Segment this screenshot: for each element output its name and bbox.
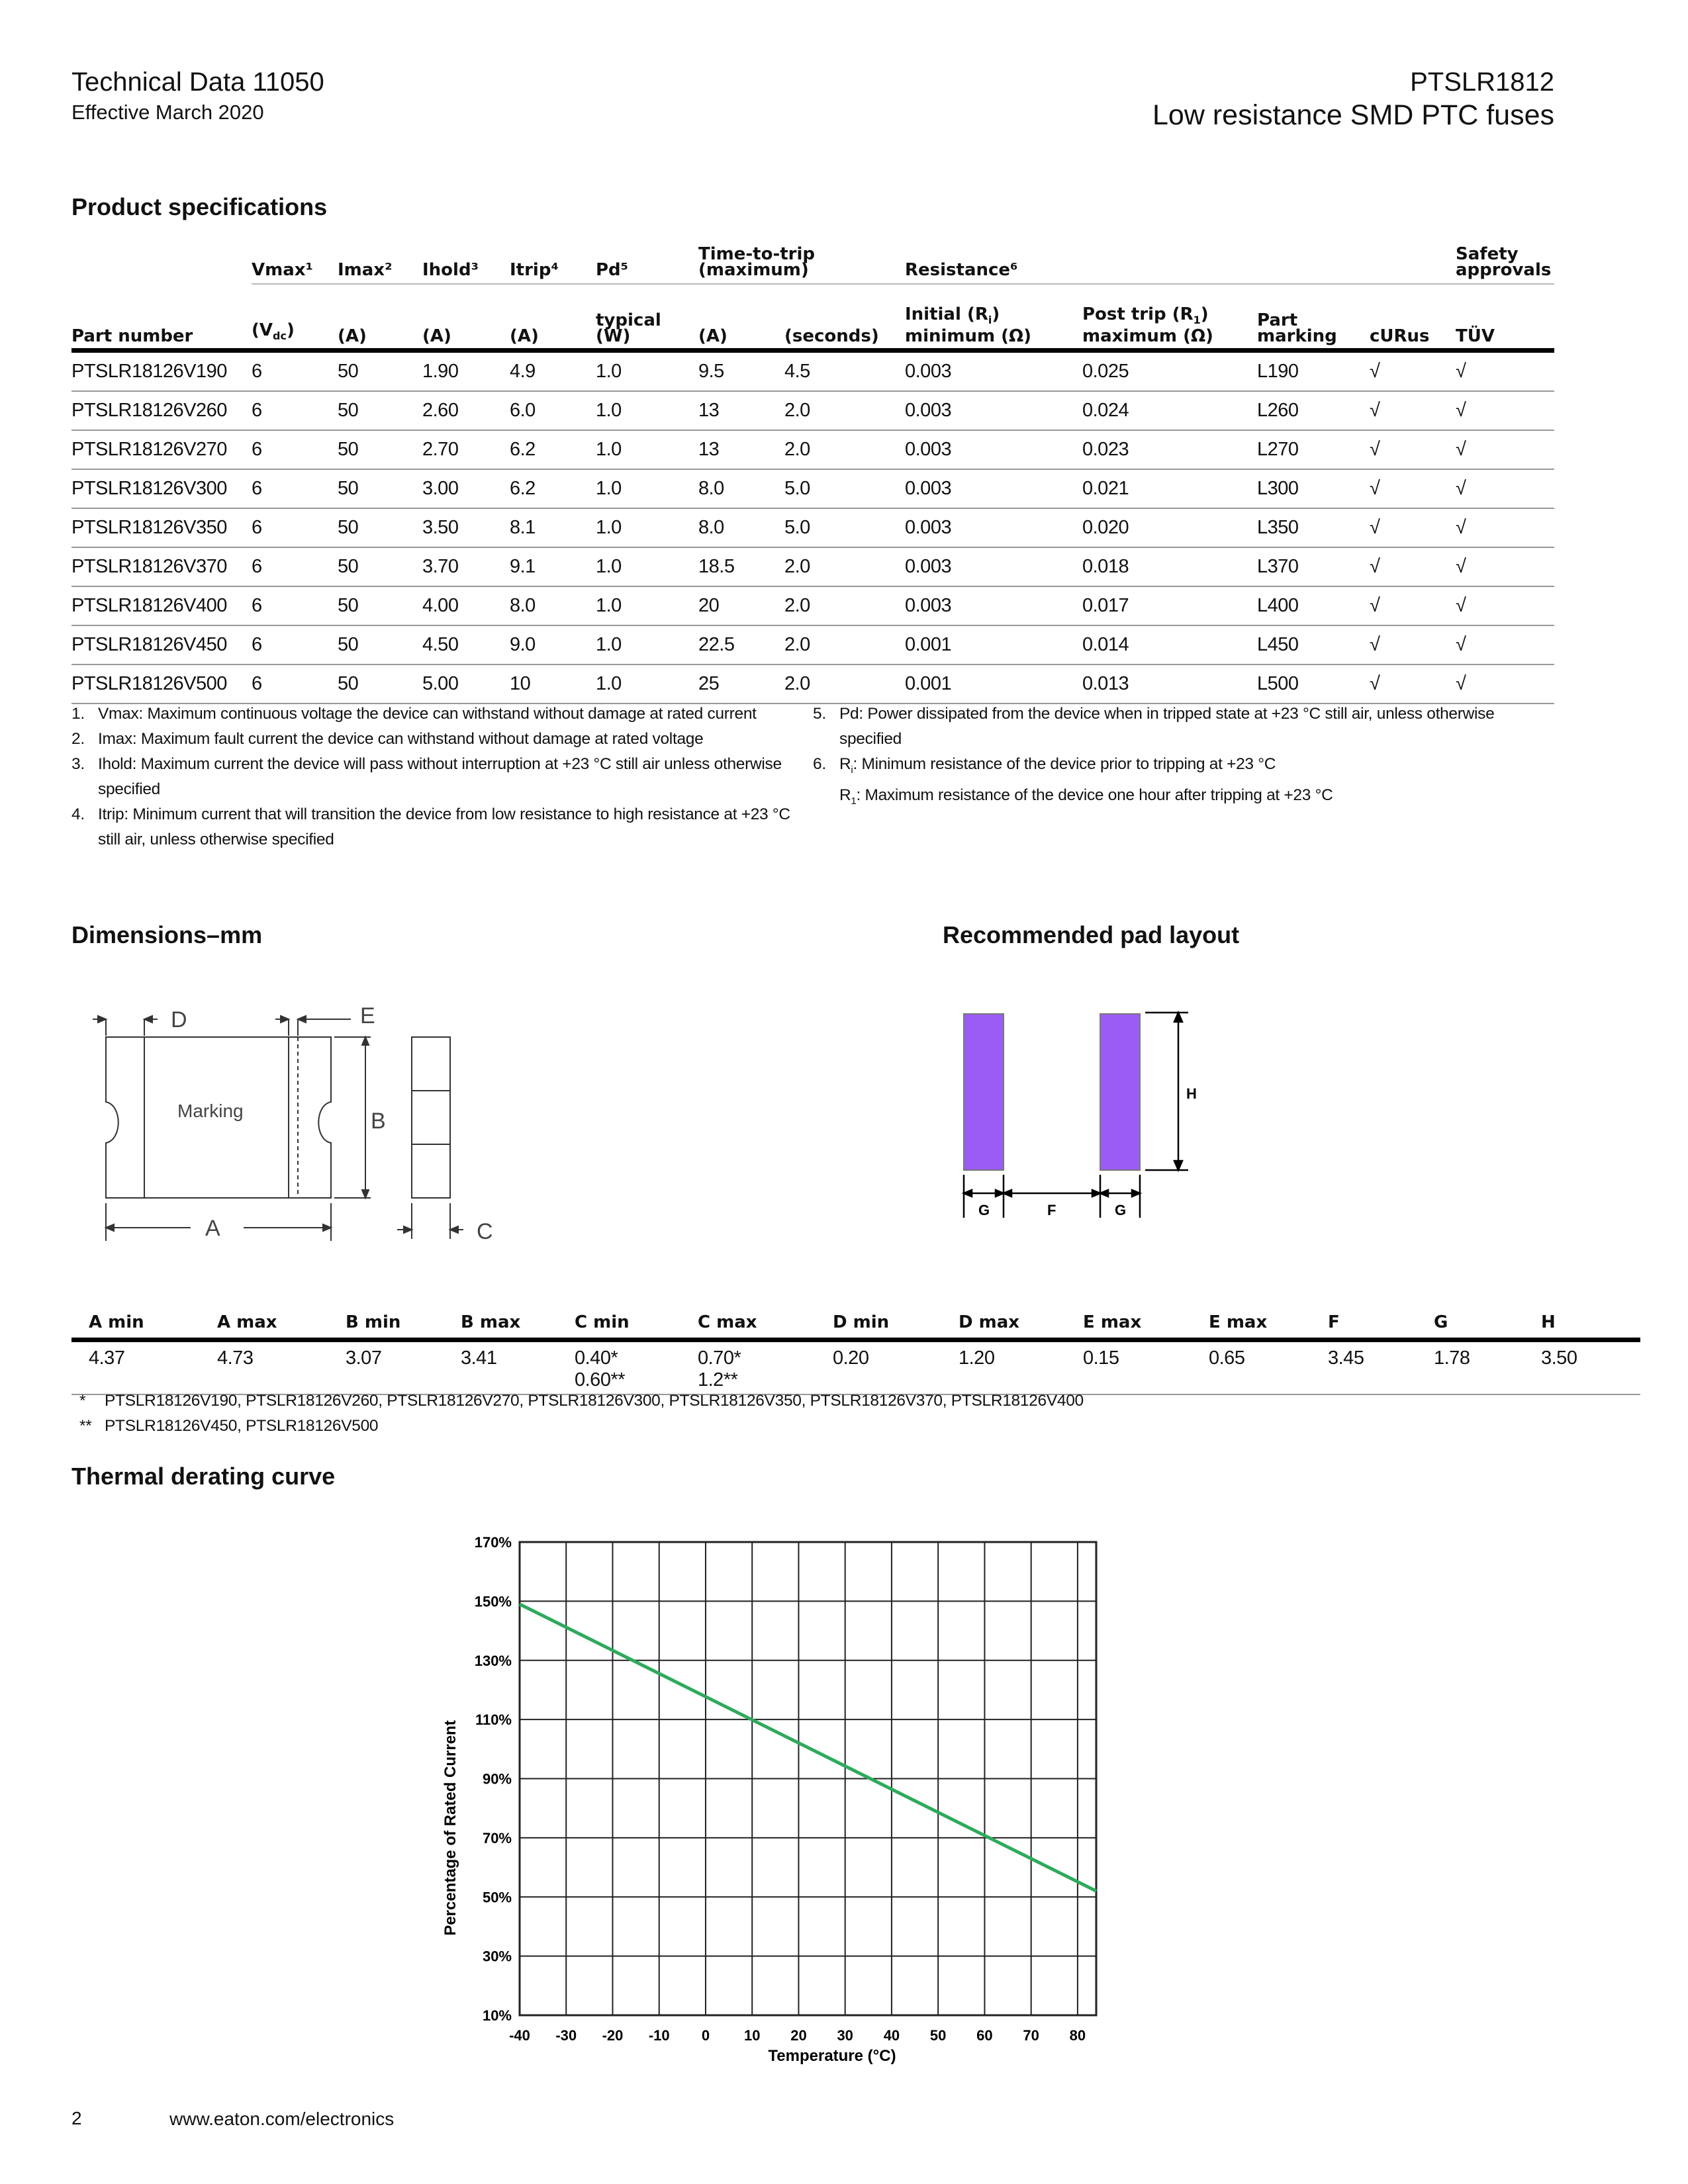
spec-cell: 50 xyxy=(338,547,422,586)
spec-cell: 0.014 xyxy=(1082,625,1257,664)
spec-cell: 13 xyxy=(698,391,784,430)
spec-cell: 1.0 xyxy=(596,469,698,508)
dim-header: E max xyxy=(1192,1300,1311,1340)
dim-label-c: C xyxy=(477,1219,493,1244)
hdr-ttt-a: (A) xyxy=(698,284,784,351)
spec-cell: L450 xyxy=(1257,625,1370,664)
note-5: 5. Pd: Power dissipated from the device when in tripped state at +23 °C still air, unless otherwise specified xyxy=(813,705,1495,748)
spec-cell: √ xyxy=(1456,547,1554,586)
spec-cell: L300 xyxy=(1257,469,1370,508)
spec-cell: √ xyxy=(1370,547,1456,586)
spec-row xyxy=(71,430,1554,469)
spec-notes-right xyxy=(813,702,1554,814)
y-tick-label: 110% xyxy=(475,1711,512,1729)
y-tick-label: 90% xyxy=(482,1770,512,1788)
thermal-derating-chart xyxy=(430,1522,1125,2078)
spec-cell: 2.70 xyxy=(422,430,510,469)
note-3: 3. Ihold: Maximum current the device will pass without interruption at +23 °C still air unless otherwise specified xyxy=(71,755,782,798)
spec-cell: 4.9 xyxy=(510,351,596,392)
dim-value: 4.37 xyxy=(71,1340,200,1395)
spec-cell: L270 xyxy=(1257,430,1370,469)
spec-cell: 0.023 xyxy=(1082,430,1257,469)
spec-cell: 25 xyxy=(698,664,784,704)
hdr-res-initial: Initial $(R_i)$ minimum (Ω) xyxy=(905,284,1082,351)
spec-cell: 4.5 xyxy=(784,351,905,392)
spec-cell: √ xyxy=(1456,508,1554,547)
spec-cell: 50 xyxy=(338,391,422,430)
spec-group-header-row xyxy=(71,232,1554,284)
spec-cell: 1.0 xyxy=(596,430,698,469)
hdr-safety-approvals: Safety approvals xyxy=(1456,232,1554,284)
dim-value: 0.15 xyxy=(1066,1340,1192,1395)
spec-cell: √ xyxy=(1370,469,1456,508)
part-number-cell: PTSLR18126V400 xyxy=(71,586,252,625)
x-tick-label: 40 xyxy=(883,2027,900,2044)
spec-cell: 0.003 xyxy=(905,586,1082,625)
spec-cell: 8.0 xyxy=(698,508,784,547)
spec-notes-left xyxy=(71,702,793,852)
dim-value: 0.65 xyxy=(1192,1340,1311,1395)
hdr-itrip-unit: (A) xyxy=(510,284,596,351)
spec-cell: 10 xyxy=(510,664,596,704)
spec-cell: 6.2 xyxy=(510,469,596,508)
dim-header: D max xyxy=(941,1300,1066,1340)
doc-title: Technical Data 11050 xyxy=(71,68,324,97)
x-tick-label: -40 xyxy=(509,2027,530,2044)
spec-cell: 1.0 xyxy=(596,586,698,625)
spec-cell: 2.60 xyxy=(422,391,510,430)
y-tick-label: 130% xyxy=(474,1652,512,1669)
spec-cell: 2.0 xyxy=(784,547,905,586)
spec-cell: 3.00 xyxy=(422,469,510,508)
part-number-cell: PTSLR18126V500 xyxy=(71,664,252,704)
hdr-pd: Pd⁵ xyxy=(596,232,698,284)
dim-header: C min xyxy=(557,1300,680,1340)
dim-header: E max xyxy=(1066,1300,1192,1340)
spec-row xyxy=(71,351,1554,392)
dimensions-table xyxy=(71,1300,1640,1395)
chart-xlabel: Temperature (°C) xyxy=(768,2047,896,2065)
spec-cell: 13 xyxy=(698,430,784,469)
spec-cell: 50 xyxy=(338,351,422,392)
spec-cell: 1.0 xyxy=(596,508,698,547)
hdr-ihold: Ihold³ xyxy=(422,232,510,284)
x-tick-label: 60 xyxy=(976,2027,993,2044)
spec-cell: 6 xyxy=(252,469,338,508)
specs-title: Product specifications xyxy=(71,193,328,220)
spec-cell: √ xyxy=(1456,664,1554,704)
spec-cell: 3.70 xyxy=(422,547,510,586)
pad-right xyxy=(1100,1014,1140,1170)
spec-cell: √ xyxy=(1456,351,1554,392)
dim-value: 3.45 xyxy=(1311,1340,1417,1395)
spec-cell: 1.0 xyxy=(596,547,698,586)
spec-cell: 5.0 xyxy=(784,508,905,547)
spec-cell: 2.0 xyxy=(784,391,905,430)
spec-cell: 0.001 xyxy=(905,625,1082,664)
dim-label-a: A xyxy=(205,1216,220,1241)
spec-cell: 0.024 xyxy=(1082,391,1257,430)
hdr-imax-unit: (A) xyxy=(338,284,422,351)
x-tick-label: 50 xyxy=(929,2027,947,2044)
spec-cell: 2.0 xyxy=(784,430,905,469)
spec-cell: √ xyxy=(1370,625,1456,664)
spec-cell: 0.003 xyxy=(905,469,1082,508)
spec-cell: 6 xyxy=(252,430,338,469)
spec-cell: 5.0 xyxy=(784,469,905,508)
spec-cell: √ xyxy=(1370,391,1456,430)
spec-cell: 8.1 xyxy=(510,508,596,547)
dim-footnote: * PTSLR18126V190, PTSLR18126V260, PTSLR18126V270, PTSLR18126V300, PTSLR18126V350, PTSLR18126V370, PTSLR18126V400 xyxy=(79,1392,1084,1410)
dim-value: 0.70* 1.2** xyxy=(680,1340,816,1395)
hdr-imax: Imax² xyxy=(338,232,422,284)
dim-value: 4.73 xyxy=(200,1340,328,1395)
spec-cell: 0.017 xyxy=(1082,586,1257,625)
spec-cell: 2.0 xyxy=(784,586,905,625)
y-tick-label: 50% xyxy=(482,1889,512,1906)
spec-row xyxy=(71,391,1554,430)
spec-cell: √ xyxy=(1370,508,1456,547)
y-tick-label: 30% xyxy=(482,1948,512,1965)
spec-cell: 0.018 xyxy=(1082,547,1257,586)
x-tick-label: 30 xyxy=(837,2027,853,2044)
dim-label-marking: Marking xyxy=(177,1101,244,1121)
spec-cell: 5.00 xyxy=(422,664,510,704)
spec-cell: 1.0 xyxy=(596,664,698,704)
spec-cell: L370 xyxy=(1257,547,1370,586)
dim-value: 1.78 xyxy=(1417,1340,1524,1395)
spec-cell: 0.003 xyxy=(905,351,1082,392)
spec-cell: 2.0 xyxy=(784,625,905,664)
spec-cell: √ xyxy=(1456,586,1554,625)
spec-cell: 0.025 xyxy=(1082,351,1257,392)
x-tick-label: 80 xyxy=(1069,2027,1086,2044)
spec-cell: L190 xyxy=(1257,351,1370,392)
spec-cell: 50 xyxy=(338,469,422,508)
spec-cell: 6 xyxy=(252,625,338,664)
hdr-tuv: TÜV xyxy=(1456,284,1554,351)
spec-row xyxy=(71,586,1554,625)
pad-layout-title: Recommended pad layout xyxy=(943,921,1240,948)
dim-label-b: B xyxy=(371,1109,386,1134)
spec-cell: 0.001 xyxy=(905,664,1082,704)
hdr-part-marking: Part marking xyxy=(1257,284,1370,351)
spec-cell: 8.0 xyxy=(698,469,784,508)
part-number-cell: PTSLR18126V350 xyxy=(71,508,252,547)
dim-value: 1.20 xyxy=(941,1340,1066,1395)
pad-label-f: F xyxy=(1047,1202,1056,1218)
x-tick-label: 10 xyxy=(743,2027,761,2044)
spec-cell: 9.1 xyxy=(510,547,596,586)
doc-number: 11050 xyxy=(252,68,324,97)
spec-cell: 1.90 xyxy=(422,351,510,392)
spec-cell: √ xyxy=(1456,469,1554,508)
hdr-pd-unit: typical (W) xyxy=(596,284,698,351)
chip-side-view xyxy=(412,1037,450,1198)
spec-cell: 0.021 xyxy=(1082,469,1257,508)
note-6: 6. $R_i$: Minimum resistance of the device prior to tripping at +23 °C $R_1$: Maximum resistance of the device one hour after tripping at +23 °C xyxy=(813,755,1333,807)
product-name: PTSLR1812 xyxy=(1410,68,1554,97)
pad-label-h: H xyxy=(1186,1085,1197,1102)
spec-row xyxy=(71,547,1554,586)
spec-cell: 9.5 xyxy=(698,351,784,392)
part-number-cell: PTSLR18126V260 xyxy=(71,391,252,430)
dimension-footnotes xyxy=(79,1388,1084,1439)
spec-cell: L260 xyxy=(1257,391,1370,430)
dim-header: A min xyxy=(71,1300,200,1340)
y-tick-label: 170% xyxy=(474,1534,512,1551)
hdr-resistance: Resistance⁶ xyxy=(905,232,1456,284)
spec-cell: L400 xyxy=(1257,586,1370,625)
spec-cell: 6.0 xyxy=(510,391,596,430)
dim-value: 0.40* 0.60** xyxy=(557,1340,680,1395)
product-subtitle: Low resistance SMD PTC fuses xyxy=(1152,99,1554,131)
dim-header: B min xyxy=(328,1300,444,1340)
dim-header: B max xyxy=(444,1300,557,1340)
spec-cell: 18.5 xyxy=(698,547,784,586)
spec-row xyxy=(71,664,1554,704)
spec-cell: 6 xyxy=(252,547,338,586)
spec-row xyxy=(71,469,1554,508)
dim-value: 3.50 xyxy=(1524,1340,1640,1395)
dim-label-e: E xyxy=(360,1003,375,1028)
x-tick-label: 0 xyxy=(701,2027,710,2044)
spec-cell: 0.003 xyxy=(905,508,1082,547)
spec-cell: L500 xyxy=(1257,664,1370,704)
dim-value: 3.41 xyxy=(444,1340,557,1395)
y-tick-label: 70% xyxy=(482,1829,512,1846)
spec-row xyxy=(71,625,1554,664)
dim-header: G xyxy=(1417,1300,1524,1340)
spec-cell: L350 xyxy=(1257,508,1370,547)
dim-label-d: D xyxy=(171,1007,187,1032)
dim-header: H xyxy=(1524,1300,1640,1340)
spec-cell: √ xyxy=(1456,625,1554,664)
pad-label-g-left: G xyxy=(978,1202,990,1218)
spec-cell: 1.0 xyxy=(596,351,698,392)
spec-cell: √ xyxy=(1370,586,1456,625)
x-tick-label: 20 xyxy=(790,2027,807,2044)
pad-label-g-right: G xyxy=(1115,1202,1127,1218)
hdr-res-post-trip: Post trip $(R_1)$ maximum (Ω) xyxy=(1082,284,1257,351)
spec-cell: 50 xyxy=(338,508,422,547)
part-number-cell: PTSLR18126V300 xyxy=(71,469,252,508)
spec-cell: 50 xyxy=(338,664,422,704)
hdr-curus: cURus xyxy=(1370,284,1456,351)
hdr-time-to-trip: Time-to-trip (maximum) xyxy=(698,232,905,284)
hdr-itrip: Itrip⁴ xyxy=(510,232,596,284)
pad-layout-drawing xyxy=(947,993,1225,1238)
page-number: 2 xyxy=(71,2108,82,2128)
spec-cell: 4.50 xyxy=(422,625,510,664)
spec-cell: 50 xyxy=(338,625,422,664)
spec-cell: 6.2 xyxy=(510,430,596,469)
dim-value: 3.07 xyxy=(328,1340,444,1395)
spec-cell: 20 xyxy=(698,586,784,625)
dim-value: 0.20 xyxy=(816,1340,941,1395)
dim-header: F xyxy=(1311,1300,1417,1340)
spec-cell: 6 xyxy=(252,664,338,704)
x-tick-label: -30 xyxy=(555,2027,577,2044)
spec-cell: 22.5 xyxy=(698,625,784,664)
spec-cell: 6 xyxy=(252,391,338,430)
note-4: 4. Itrip: Minimum current that will transition the device from low resistance to high resistance at +23 °C still air, unless otherwise specified xyxy=(71,805,790,848)
footer-url[interactable]: www.eaton.com/electronics xyxy=(169,2109,395,2129)
dim-footnote: ** PTSLR18126V450, PTSLR18126V500 xyxy=(79,1417,379,1435)
dim-header: C max xyxy=(680,1300,816,1340)
spec-cell: 50 xyxy=(338,586,422,625)
spec-row xyxy=(71,508,1554,547)
spec-units-row xyxy=(71,284,1554,351)
spec-cell: 0.013 xyxy=(1082,664,1257,704)
spec-cell: √ xyxy=(1456,391,1554,430)
spec-cell: 6 xyxy=(252,351,338,392)
dimension-drawing xyxy=(79,986,516,1251)
part-number-cell: PTSLR18126V370 xyxy=(71,547,252,586)
spec-cell: √ xyxy=(1370,430,1456,469)
hdr-part-number: Part number xyxy=(71,284,252,351)
spec-cell: 6 xyxy=(252,586,338,625)
hdr-vmax: Vmax¹ xyxy=(252,232,338,284)
dim-header: D min xyxy=(816,1300,941,1340)
spec-cell: 0.003 xyxy=(905,430,1082,469)
chart-ylabel: Percentage of Rated Current xyxy=(442,1720,459,1936)
y-tick-label: 10% xyxy=(482,2007,512,2024)
spec-cell: √ xyxy=(1456,430,1554,469)
dim-header: A max xyxy=(200,1300,328,1340)
spec-cell: 2.0 xyxy=(784,664,905,704)
hdr-ihold-unit: (A) xyxy=(422,284,510,351)
x-tick-label: 70 xyxy=(1023,2027,1039,2044)
spec-cell: 3.50 xyxy=(422,508,510,547)
thermal-title: Thermal derating curve xyxy=(71,1463,336,1490)
spec-cell: 8.0 xyxy=(510,586,596,625)
spec-table xyxy=(71,232,1554,704)
dimensions-title: Dimensions–mm xyxy=(71,921,263,948)
x-tick-label: -10 xyxy=(648,2027,670,2044)
spec-cell: 6 xyxy=(252,508,338,547)
note-1: 1. Vmax: Maximum continuous voltage the device can withstand without damage at rated current xyxy=(71,705,757,723)
part-number-cell: PTSLR18126V270 xyxy=(71,430,252,469)
spec-cell: 0.003 xyxy=(905,547,1082,586)
spec-cell: 9.0 xyxy=(510,625,596,664)
spec-cell: 1.0 xyxy=(596,391,698,430)
spec-cell: √ xyxy=(1370,351,1456,392)
spec-cell: 4.00 xyxy=(422,586,510,625)
note-2: 2. Imax: Maximum fault current the device can withstand without damage at rated voltage xyxy=(71,730,704,748)
y-tick-label: 150% xyxy=(474,1593,512,1610)
spec-cell: 0.020 xyxy=(1082,508,1257,547)
spec-cell: 1.0 xyxy=(596,625,698,664)
hdr-ttt-seconds: (seconds) xyxy=(784,284,905,351)
spec-cell: √ xyxy=(1370,664,1456,704)
x-tick-label: -20 xyxy=(602,2027,624,2044)
spec-cell: 0.003 xyxy=(905,391,1082,430)
hdr-vdc: $(V_{dc})$ xyxy=(252,284,338,351)
pad-left xyxy=(964,1014,1004,1170)
part-number-cell: PTSLR18126V450 xyxy=(71,625,252,664)
spec-cell: 50 xyxy=(338,430,422,469)
part-number-cell: PTSLR18126V190 xyxy=(71,351,252,392)
effective-date: Effective March 2020 xyxy=(71,101,264,124)
